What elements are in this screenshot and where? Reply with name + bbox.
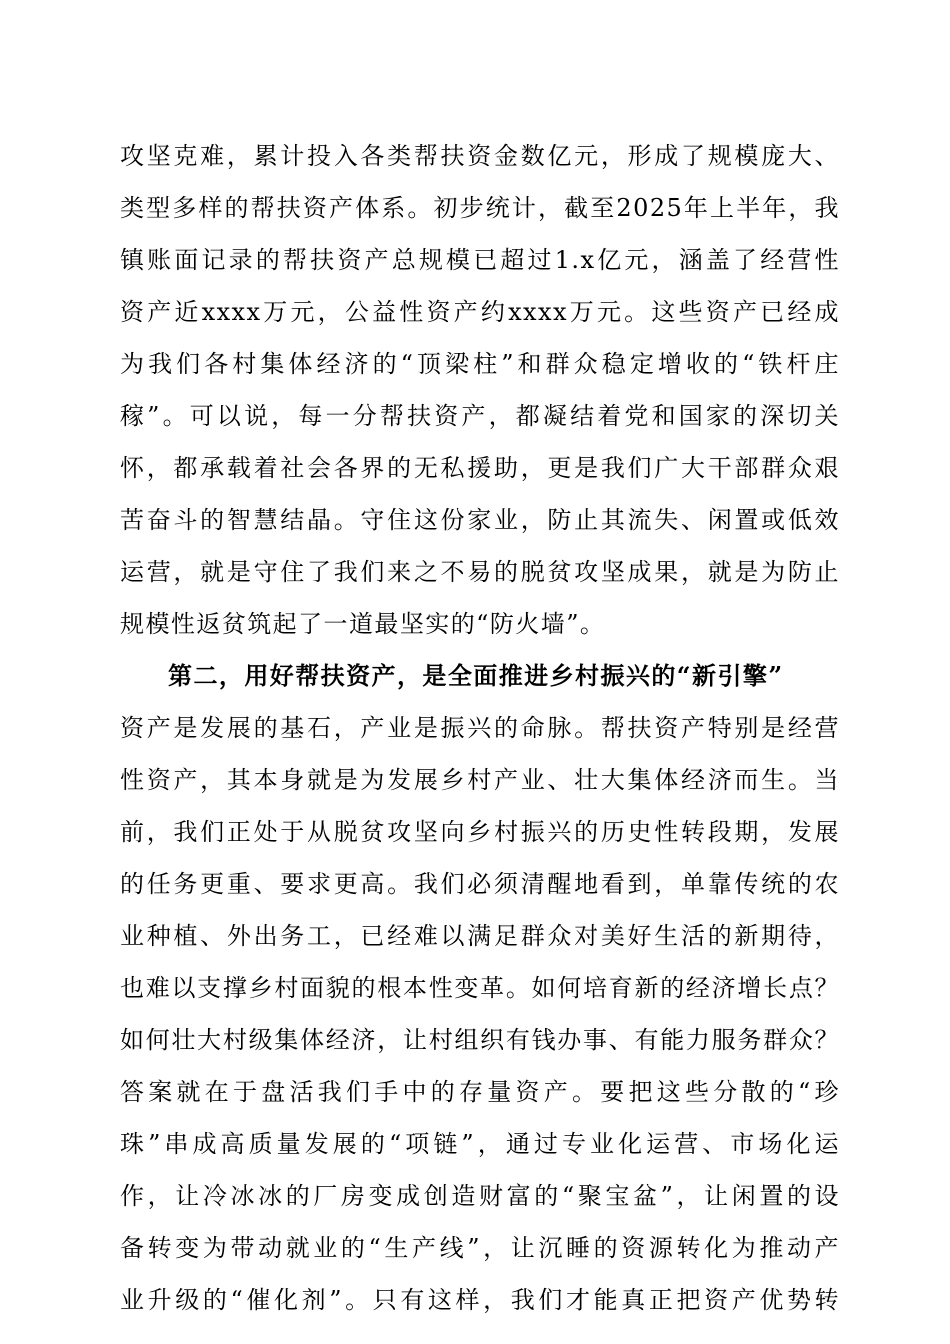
text-line: 答案就在于盘活我们手中的存量资产。要把这些分散的“珍 (120, 1078, 840, 1106)
text-line: 也难以支撑乡村面貌的根本性变革。如何培育新的经济增长点？ (120, 974, 840, 1002)
text-line: 备转变为带动就业的“生产线”，让沉睡的资源转化为推动产 (120, 1234, 840, 1262)
text-line: 类型多样的帮扶资产体系。初步统计，截至2025年上半年，我 (120, 194, 840, 222)
text-line: 稼”。可以说，每一分帮扶资产，都凝结着党和国家的深切关 (120, 402, 840, 430)
text-line: 作，让冷冰冰的厂房变成创造财富的“聚宝盆”，让闲置的设 (120, 1182, 840, 1210)
text-line: 资产近xxxx万元，公益性资产约xxxx万元。这些资产已经成 (120, 298, 840, 326)
text-line: 性资产，其本身就是为发展乡村产业、壮大集体经济而生。当 (120, 766, 840, 794)
section-heading: 第二，用好帮扶资产，是全面推进乡村振兴的“新引擎” (168, 661, 784, 690)
text-line: 怀，都承载着社会各界的无私援助，更是我们广大干部群众艰 (120, 454, 840, 482)
text-line: 业升级的“催化剂”。只有这样，我们才能真正把资产优势转 (120, 1286, 840, 1314)
text-line: 的任务更重、要求更高。我们必须清醒地看到，单靠传统的农 (120, 870, 840, 898)
text-line: 攻坚克难，累计投入各类帮扶资金数亿元，形成了规模庞大、 (120, 142, 840, 170)
text-line: 珠”串成高质量发展的“项链”，通过专业化运营、市场化运 (120, 1130, 840, 1158)
text-line: 苦奋斗的智慧结晶。守住这份家业，防止其流失、闲置或低效 (120, 506, 840, 534)
text-line: 运营，就是守住了我们来之不易的脱贫攻坚成果，就是为防止 (120, 558, 840, 586)
text-line: 资产是发展的基石，产业是振兴的命脉。帮扶资产特别是经营 (120, 714, 840, 742)
text-line: 前，我们正处于从脱贫攻坚向乡村振兴的历史性转段期，发展 (120, 818, 840, 846)
text-line: 业种植、外出务工，已经难以满足群众对美好生活的新期待， (120, 922, 840, 950)
text-line: 镇账面记录的帮扶资产总规模已超过1.x亿元，涵盖了经营性 (120, 246, 840, 274)
text-line: 如何壮大村级集体经济，让村组织有钱办事、有能力服务群众？ (120, 1026, 840, 1054)
text-line: 为我们各村集体经济的“顶梁柱”和群众稳定增收的“铁杆庄 (120, 350, 840, 378)
text-line: 规模性返贫筑起了一道最坚实的“防火墙”。 (120, 610, 606, 638)
